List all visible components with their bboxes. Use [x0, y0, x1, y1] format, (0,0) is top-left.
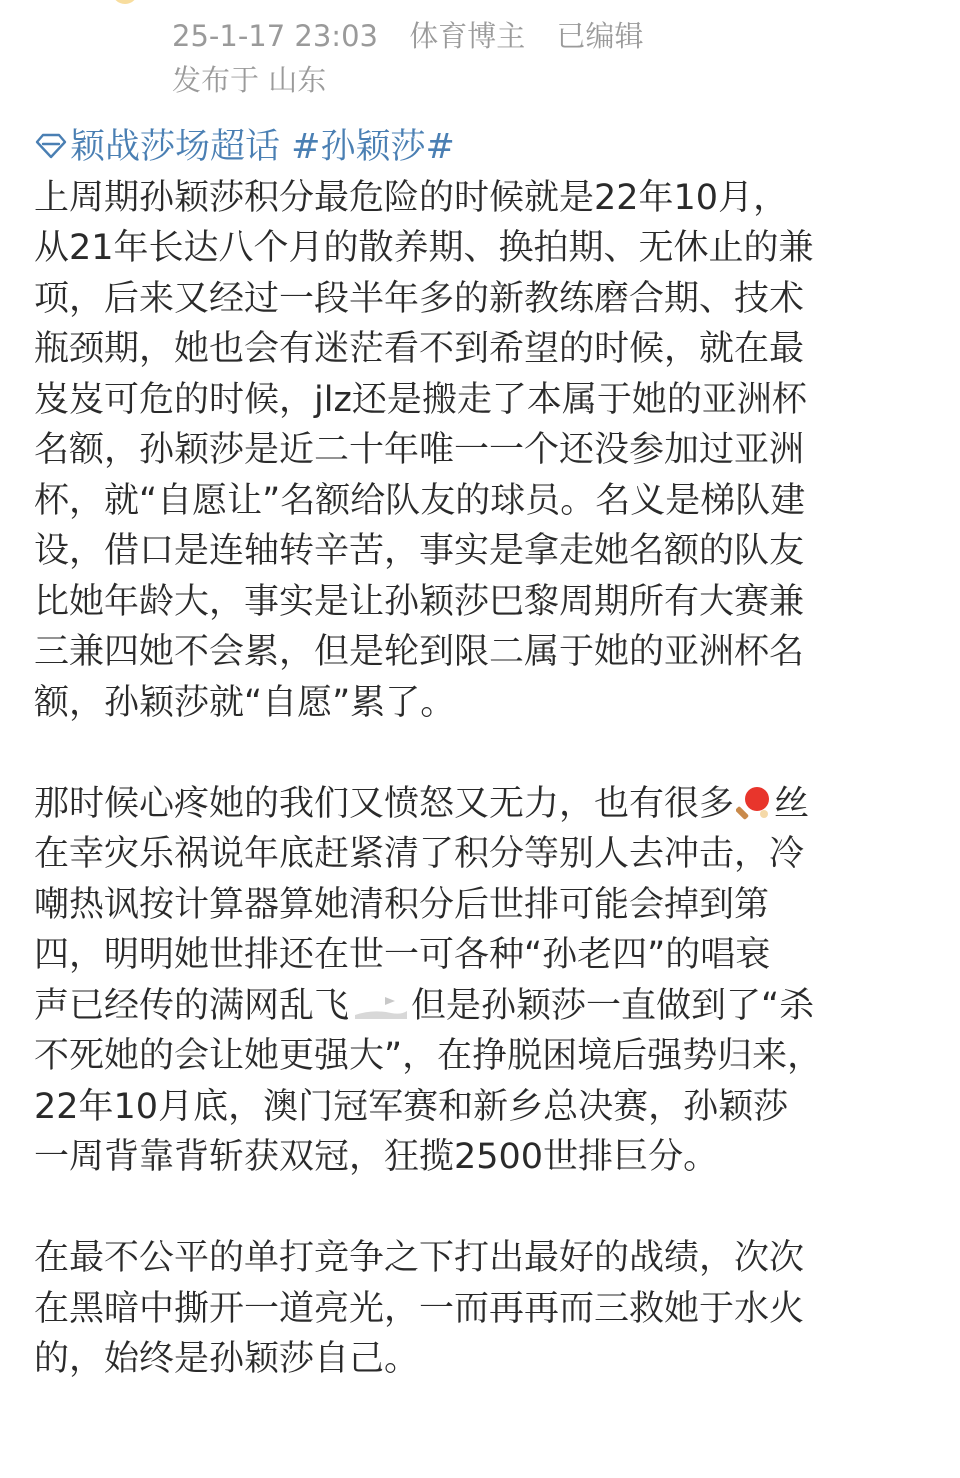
text-segment: 但是孙颖莎一直做到了“杀 [411, 985, 815, 1026]
topic-line [34, 122, 934, 173]
meta-row-2 [172, 58, 643, 102]
text-line: 不死她的会让她更强大”，在挣脱困境后强势归来， [34, 1036, 823, 1076]
edited-label[interactable]: 已编辑 [556, 19, 644, 53]
text-segment: 那时候心疼她的我们又愤怒又无力，也有很多 [34, 783, 735, 824]
paragraph-gap [34, 728, 934, 779]
paragraph-3 [34, 1233, 934, 1385]
text-line: 岌岌可危的时候，jlz还是搬走了本属于她的亚洲杯 [34, 379, 807, 420]
supertopic-name: 颖战莎场超话 [70, 127, 281, 167]
author-label: 体育博主 [409, 19, 526, 53]
text-line: 的，始终是孙颖莎自己。 [34, 1339, 420, 1379]
text-line: 从21年长达八个月的散养期、换拍期、无休止的兼 [34, 228, 814, 268]
text-line: 名额，孙颖莎是近二十年唯一一个还没参加过亚洲 [34, 430, 805, 470]
meta-row-1 [172, 14, 643, 58]
text-line: 杯，就“自愿让”名额给队友的球员。名义是梯队建 [34, 480, 806, 521]
text-segment: 丝 [774, 783, 810, 824]
paragraph-2 [34, 779, 934, 1183]
diamond-supertopic-icon [34, 131, 68, 161]
text-segment: 声已经传的满网乱飞 [34, 985, 350, 1026]
text-line: 设，借口是连轴转辛苦，事实是拿走她名额的队友 [34, 531, 805, 571]
hashtag-link[interactable]: #孙颖莎# [291, 127, 455, 167]
text-line: 22年10月底，澳门冠军赛和新乡总决赛，孙颖莎 [34, 1086, 789, 1127]
text-line: 项，后来又经过一段半年多的新教练磨合期、技术 [34, 278, 805, 319]
text-line: 上周期孙颖莎积分最危险的时候就是22年10月， [34, 177, 789, 218]
avatar[interactable] [112, 0, 138, 4]
text-line [34, 779, 934, 830]
post-meta [172, 14, 643, 102]
text-line: 额，孙颖莎就“自愿”累了。 [34, 682, 456, 723]
post-time: 25-1-17 23:03 [172, 19, 378, 53]
supertopic-link[interactable] [34, 127, 280, 167]
text-line: 比她年龄大，事实是让孙颖莎巴黎周期所有大赛兼 [34, 581, 805, 622]
paragraph-gap [34, 1183, 934, 1234]
text-line: 在幸灾乐祸说年底赶紧清了积分等别人去冲击，冷 [34, 834, 805, 874]
ping-pong-paddle-icon [736, 784, 772, 820]
text-line [34, 981, 934, 1032]
paragraph-1 [34, 173, 934, 729]
flying-sticker-icon [351, 991, 409, 1021]
text-line: 瓶颈期，她也会有迷茫看不到希望的时候，就在最 [34, 329, 805, 369]
text-line: 一周背靠背斩获双冠，狂揽2500世排巨分。 [34, 1137, 719, 1177]
post-body [34, 122, 934, 1385]
post-location: 发布于 山东 [172, 63, 327, 97]
text-line: 在黑暗中撕开一道亮光，一而再再而三救她于水火 [34, 1288, 805, 1329]
text-line: 在最不公平的单打竞争之下打出最好的战绩，次次 [34, 1238, 805, 1278]
text-line: 嘲热讽按计算器算她清积分后世排可能会掉到第 [34, 884, 770, 925]
text-line: 四，明明她世排还在世一可各种“孙老四”的唱衰 [34, 935, 771, 975]
text-line: 三兼四她不会累，但是轮到限二属于她的亚洲杯名 [34, 632, 805, 672]
